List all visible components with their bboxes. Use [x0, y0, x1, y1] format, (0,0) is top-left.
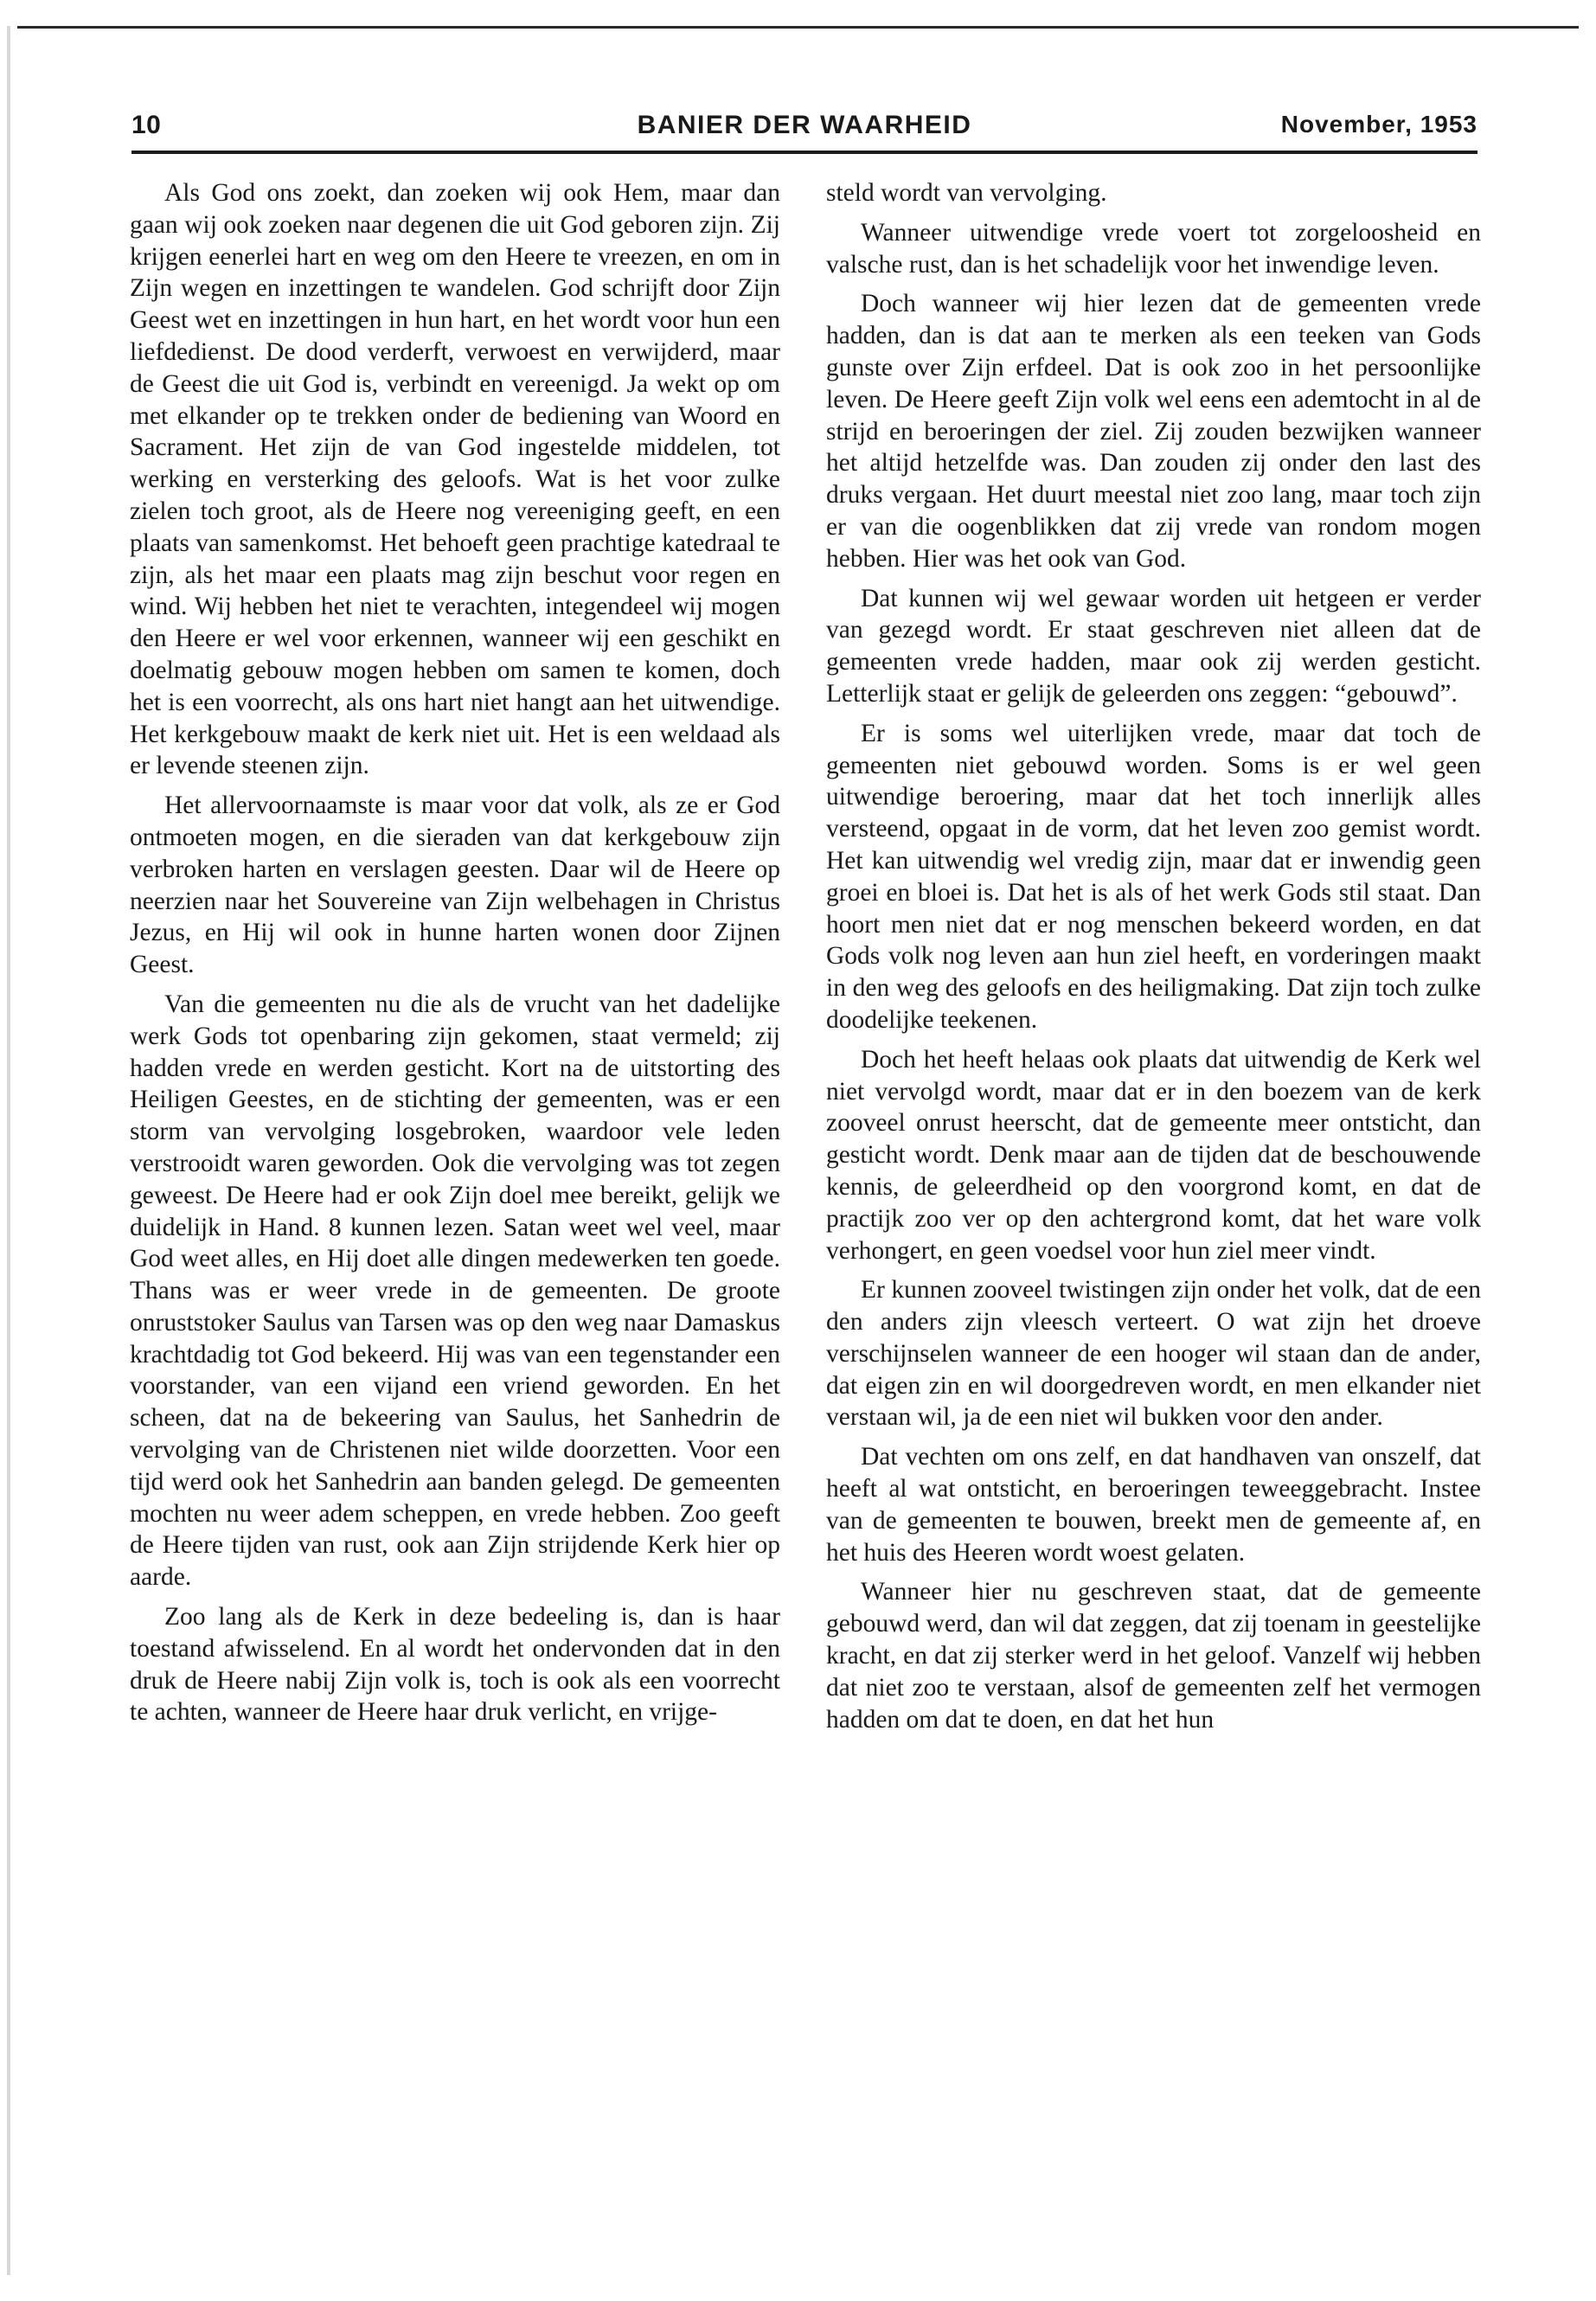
page-number: 10 — [131, 111, 162, 139]
paragraph: Doch wanneer wij hier lezen dat de gemeenten vrede hadden, dan is dat aan te merken als een teeken van Gods gunste over Zijn erfdeel. Dat is ook zoo in het persoonlijke leven. De Heere geeft Zijn volk wel eens een ademtocht in al de strijd en beroeringen der ziel. Zij zouden bezwijken wanneer het altijd hetzelfde was. Dan zouden zij onder den last des druks vergaan. Het duurt meestal niet zoo lang, maar toch zijn er van die oogenblikken dat zij vrede van rondom mogen hebben. Hier was het ook van God. — [826, 290, 1481, 573]
paragraph: Dat vechten om ons zelf, en dat handhaven van onszelf, dat heeft al wat ontsticht, en beroeringen teweeggebracht. Instee van de gemeenten te bouwen, breekt men de gemeente af, en het huis des Heeren wordt woest gelaten. — [826, 1443, 1481, 1567]
paragraph: Wanneer uitwendige vrede voert tot zorgeloosheid en valsche rust, dan is het schadelijk voor het inwendige leven. — [826, 218, 1481, 279]
paragraph: Er kunnen zooveel twistingen zijn onder het volk, dat de een den anders zijn vleesch verteert. O wat zijn het droeve verschijnselen wanneer de een hooger wil staan dan de ander, dat eigen zin en wil doorgedreven wordt, en men elkander niet verstaan wil, ja de een niet wil bukken voor den ander. — [826, 1276, 1481, 1432]
running-header — [131, 111, 1477, 145]
paragraph: Wanneer hier nu geschreven staat, dat de gemeente gebouwd werd, dan wil dat zeggen, dat zij toenam in geestelijke kracht, en dat zij sterker werd in het geloof. Vanzelf wij hebben dat niet zoo te verstaan, alsof de gemeenten zelf het vermogen hadden om dat te doen, en dat het hun — [826, 1578, 1481, 1734]
paragraph: Als God ons zoekt, dan zoeken wij ook Hem, maar dan gaan wij ook zoeken naar degenen die uit God geboren zijn. Zij krijgen eenerlei hart en weg om den Heere te vreezen, en om in Zijn wegen en inzettingen te wandelen. God schrijft door Zijn Geest wet en inzettingen in hun hart, en het wordt voor hun een liefdedienst. De dood verderft, verwoest en verwijderd, maar de Geest die uit God is, verbindt en vereenigd. Ja wekt op om met elkander op te trekken onder de bediening van Woord en Sacrament. Het zijn de van God ingestelde middelen, tot werking en versterking des geloofs. Wat is het voor zulke zielen toch groot, als de Heere nog vereeniging geeft, en een plaats van samenkomst. Het behoeft geen prachtige katedraal te zijn, als het maar een plaats mag zijn beschut voor regen en wind. Wij hebben het niet te verachten, integendeel wij mogen den Heere er wel voor erkennen, wanneer wij een geschikt en doelmatig gebouw mogen hebben om samen te komen, doch het is een voorrecht, als ons hart niet hangt aan het uitwendige. Het kerkgebouw maakt de kerk niet uit. Het is een weldaad als er levende steenen zijn. — [130, 179, 780, 780]
paragraph: Er is soms wel uiterlijken vrede, maar dat toch de gemeenten niet gebouwd worden. Soms is er wel geen uitwendige beroering, maar dat het toch innerlijk alles versteend, opgaat in de vorm, dat het leven zoo gemist wordt. Het kan uitwendig wel vredig zijn, maar dat er inwendig geen groei en bloei is. Dat het is als of het werk Gods stil staat. Dan hoort men niet dat er nog menschen bekeerd worden, en dat Gods volk nog leven aan hun ziel heeft, en vorderingen maakt in den weg des geloofs en des heiligmaking. Dat zijn toch zulke doodelijke teekenen. — [826, 719, 1481, 1034]
scan-border-line — [17, 26, 1579, 29]
scan-left-edge — [7, 26, 10, 2275]
paragraph: Doch het heeft helaas ook plaats dat uitwendig de Kerk wel niet vervolgd wordt, maar dat er in den boezem van de kerk zooveel onrust heerscht, dat de gemeente meer ontsticht, dan gesticht wordt. Denk maar aan de tijden dat de beschouwende kennis, de geleerdheid op den voorgrond komt, en dat de practijk zoo ver op den achtergrond komt, dat het ware volk verhongert, en geen voedsel voor hun ziel meer vindt. — [826, 1045, 1481, 1265]
left-column — [130, 177, 780, 1736]
paragraph: Dat kunnen wij wel gewaar worden uit hetgeen er verder van gezegd wordt. Er staat geschreven niet alleen dat de gemeenten vrede hadden, maar ook zij werden gesticht. Letterlijk staat er gelijk de geleerden ons zeggen: “gebouwd”. — [826, 584, 1481, 708]
publication-title: BANIER DER WAARHEID — [637, 111, 972, 139]
issue-date: November, 1953 — [1280, 111, 1477, 138]
right-column — [826, 177, 1481, 1743]
paragraph: Van die gemeenten nu die als de vrucht van het dadelijke werk Gods tot openbaring zijn gekomen, staat vermeld; zij hadden vrede en werden gesticht. Kort na de uitstorting des Heiligen Geestes, en de stichting der gemeenten, was er een storm van vervolging losgebroken, waardoor vele leden verstrooidt waren geworden. Ook die vervolging was tot zegen geweest. De Heere had er ook Zijn doel mee bereikt, gelijk we duidelijk in Hand. 8 kunnen lezen. Satan weet wel veel, maar God weet alles, en Hij doet alle dingen medewerken ten goede. Thans was er weer vrede in de gemeenten. De groote onruststoker Saulus van Tarsen was op den weg naar Damaskus krachtdadig tot God bekeerd. Hij was van een tegenstander een voorstander, van een vijand een vriend geworden. En het scheen, dat na de bekeering van Saulus, het Sanhedrin de vervolging van de Christenen niet wilde doorzetten. Voor een tijd werd ook het Sanhedrin aan banden gelegd. De gemeenten mochten nu weer adem scheppen, en vrede hebben. Zoo geeft de Heere tijden van rust, ook aan Zijn strijdende Kerk hier op aarde. — [130, 990, 780, 1592]
paragraph-continuation: steld wordt van vervolging. — [826, 179, 1107, 207]
header-rule — [131, 151, 1477, 154]
paragraph: Het allervoornaamste is maar voor dat volk, als ze er God ontmoeten mogen, en die sieraden van dat kerkgebouw zijn verbroken harten en verslagen geesten. Daar wil de Heere op neerzien naar het Souvereine van Zijn welbehagen in Christus Jezus, en Hij wil ook in hunne harten wonen door Zijnen Geest. — [130, 792, 780, 979]
paragraph: Zoo lang als de Kerk in deze bedeeling is, dan is haar toestand afwisselend. En al wordt het ondervonden dat in den druk de Heere nabij Zijn volk is, toch is ook als een voorrecht te achten, wanneer de Heere haar druk verlicht, en vrijge- — [130, 1603, 780, 1727]
